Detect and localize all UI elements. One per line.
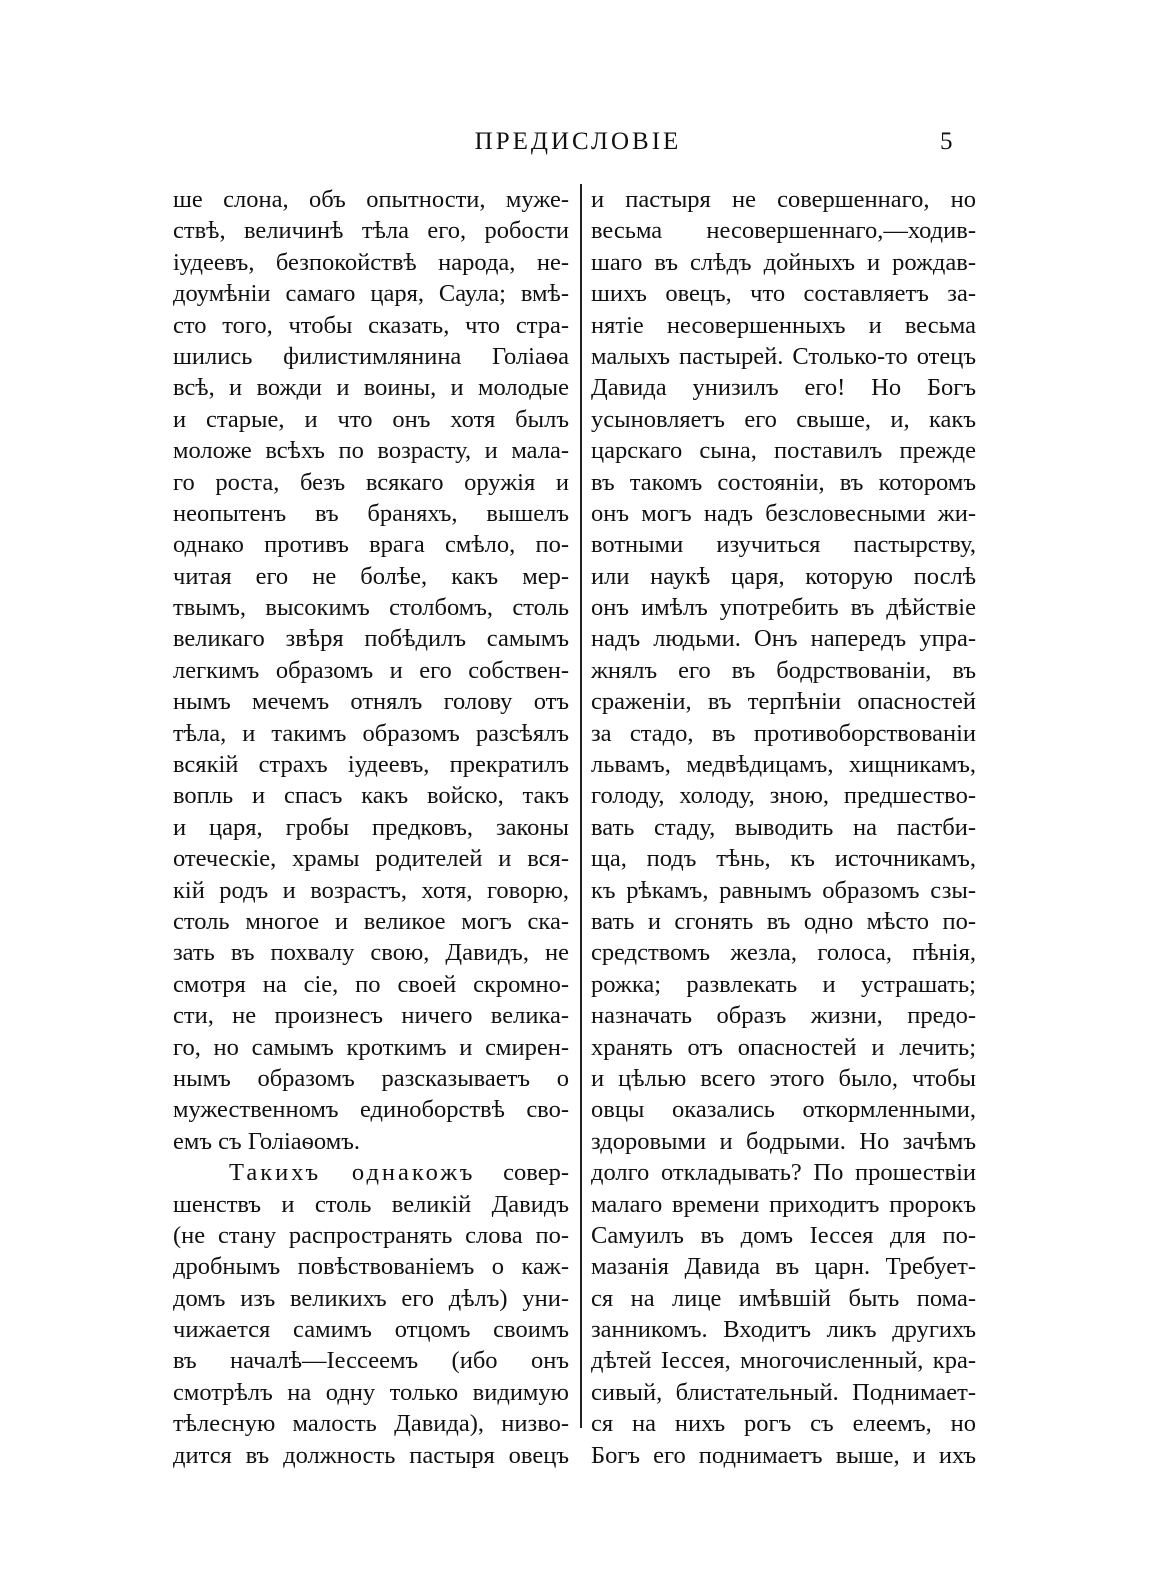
text-line: нымъ образомъ разсказываетъ о xyxy=(173,1064,569,1092)
page-number: 5 xyxy=(940,128,953,155)
text-line: и пастыря не совершеннаго, но xyxy=(591,186,976,213)
text-line: мазанія Давида въ царн. Требует- xyxy=(591,1253,976,1281)
text-line: отеческіе, храмы родителей и вся- xyxy=(173,845,569,873)
text-line: онъ могъ надъ безсловесными жи- xyxy=(591,499,976,527)
text-line: читая его не болѣе, какъ мер- xyxy=(173,562,569,590)
text-line: неопытенъ въ браняхъ, вышелъ xyxy=(173,499,569,527)
text-line: доумѣніи самаго царя, Саула; вмѣ- xyxy=(173,280,569,308)
text-line: царскаго сына, поставилъ прежде xyxy=(591,437,976,465)
text-line: дробнымъ повѣствованіемъ о каж- xyxy=(173,1253,569,1281)
text-line: нятіе несовершенныхъ и весьма xyxy=(591,311,976,339)
text-line: ствѣ, величинѣ тѣла его, робости xyxy=(173,217,569,245)
text-line: малаго времени приходитъ пророкъ xyxy=(591,1190,976,1218)
text-line: малыхъ пастырей. Столько-то отецъ xyxy=(591,342,976,370)
text-line: жнялъ его въ бодрствованіи, въ xyxy=(591,656,976,684)
text-line: шихъ овецъ, что составляетъ за- xyxy=(591,280,976,308)
text-line: ща, подъ тѣнь, къ источникамъ, xyxy=(591,845,976,873)
text-line: Давида унизилъ его! Но Богъ xyxy=(591,374,976,402)
text-line: сти, не произнесъ ничего велика- xyxy=(173,1002,569,1030)
text-line: тѣла, и такимъ образомъ разсѣялъ xyxy=(173,719,569,747)
text-line: голоду, холоду, зною, предшество- xyxy=(591,782,976,810)
text-line: го роста, безъ всякаго оружія и xyxy=(173,468,569,496)
text-line: кій родъ и возрастъ, хотя, говорю, xyxy=(173,876,569,904)
text-line: средствомъ жезла, голоса, пѣнія, xyxy=(591,939,976,967)
text-line: весьма несовершеннаго,—ходив- xyxy=(591,217,976,245)
text-line: къ рѣкамъ, равнымъ образомъ сзы- xyxy=(591,876,976,904)
text-line: Богъ его поднимаетъ выше, и ихъ xyxy=(591,1441,976,1469)
text-line: вотными изучиться пастырству, xyxy=(591,531,976,559)
text-line: домъ изъ великихъ его дѣлъ) уни- xyxy=(173,1284,569,1312)
emphasized-phrase: Такихъ однакожъ xyxy=(229,1159,476,1187)
text-line: рожка; развлекать и устрашать; xyxy=(591,970,976,998)
text-line: занникомъ. Входитъ ликъ другихъ xyxy=(591,1316,976,1344)
text-line: ся на нихъ рогъ съ елеемъ, но xyxy=(591,1410,976,1438)
text-line: столь многое и великое могъ ска- xyxy=(173,907,569,935)
text-line: сто того, чтобы сказать, что стра- xyxy=(173,311,569,339)
text-line: дѣтей Іессея, многочисленный, кра- xyxy=(591,1347,976,1375)
text-line: въ такомъ состояніи, въ которомъ xyxy=(591,468,976,496)
running-title: ПРЕДИСЛОВІЕ xyxy=(474,128,682,155)
text-line: ся на лице имѣвшій быть пома- xyxy=(591,1284,976,1312)
text-line: ше слона, объ опытности, муже- xyxy=(173,186,569,213)
text-line: мужественномъ единоборствѣ сво- xyxy=(173,1096,569,1124)
text-line: тѣлесную малость Давида), низво- xyxy=(173,1410,569,1438)
text-line: смотрѣлъ на одну только видимую xyxy=(173,1378,569,1406)
text-line: однако противъ врага смѣло, по- xyxy=(173,531,569,559)
text-line: вать стаду, выводить на пастби- xyxy=(591,813,976,841)
text-line: дится въ должность пастыря овецъ xyxy=(173,1441,569,1469)
text-line: усыновляетъ его свыше, и, какъ xyxy=(591,405,976,433)
column-divider xyxy=(580,184,582,1428)
text-line: шились филистимлянина Голіаѳа xyxy=(173,342,569,370)
text-line: въ началѣ—Іессеемъ (ибо онъ xyxy=(173,1347,569,1375)
text-line: твымъ, высокимъ столбомъ, столь xyxy=(173,594,569,622)
text-line: всякій страхъ іудеевъ, прекратилъ xyxy=(173,751,569,779)
text-line: го, но самымъ кроткимъ и смирен- xyxy=(173,1033,569,1061)
text-line: великаго звѣря побѣдилъ самымъ xyxy=(173,625,569,653)
text-line: сраженіи, въ терпѣніи опасностей xyxy=(591,688,976,716)
text-line: хранять отъ опасностей и лечить; xyxy=(591,1033,976,1061)
text-line: надъ людьми. Онъ напередъ упра- xyxy=(591,625,976,653)
right-text-column xyxy=(591,184,976,1471)
text-line: вопль и спасъ какъ войско, такъ xyxy=(173,782,569,810)
text-line: Самуилъ въ домъ Іессея для по- xyxy=(591,1221,976,1249)
text-line: легкимъ образомъ и его собствен- xyxy=(173,656,569,684)
text-line: зать въ похвалу свою, Давидъ, не xyxy=(173,939,569,967)
text-line: всѣ, и вожди и воины, и молодые xyxy=(173,374,569,402)
text-line: шаго въ слѣдъ дойныхъ и рождав- xyxy=(591,248,976,276)
text-line: или наукѣ царя, которую послѣ xyxy=(591,562,976,590)
text-line: емъ съ Голіаѳомъ. xyxy=(173,1127,361,1155)
left-text-column xyxy=(173,184,569,1471)
text-line: смотря на сіе, по своей скромно- xyxy=(173,970,569,998)
text-line: и старые, и что онъ хотя былъ xyxy=(173,405,569,433)
text-line: вать и сгонять въ одно мѣсто по- xyxy=(591,907,976,935)
text-line: іудеевъ, безпокойствѣ народа, не- xyxy=(173,248,569,276)
text-line: онъ имѣлъ употребить въ дѣйствіе xyxy=(591,594,976,622)
text-line: львамъ, медвѣдицамъ, хищникамъ, xyxy=(591,751,976,779)
text-line: шенствъ и столь великій Давидъ xyxy=(173,1190,569,1218)
text-line: Такихъ однакожъ совер- xyxy=(229,1159,569,1187)
text-line: и цѣлью всего этого было, чтобы xyxy=(591,1064,976,1092)
text-line: назначать образъ жизни, предо- xyxy=(591,1002,976,1030)
text-line: чижается самимъ отцомъ своимъ xyxy=(173,1316,569,1344)
text-line: и царя, гробы предковъ, законы xyxy=(173,813,569,841)
text-line: долго откладывать? По прошествіи xyxy=(591,1159,976,1187)
text-line: (не стану распространять слова по- xyxy=(173,1221,569,1249)
text-line: сивый, блистательный. Поднимает- xyxy=(591,1378,976,1406)
text-line: нымъ мечемъ отнялъ голову отъ xyxy=(173,688,569,716)
text-line: за стадо, въ противоборствованіи xyxy=(591,719,976,747)
text-line: моложе всѣхъ по возрасту, и мала- xyxy=(173,437,569,465)
text-line: овцы оказались откормленными, xyxy=(591,1096,976,1124)
text-line: здоровыми и бодрыми. Но зачѣмъ xyxy=(591,1127,976,1155)
